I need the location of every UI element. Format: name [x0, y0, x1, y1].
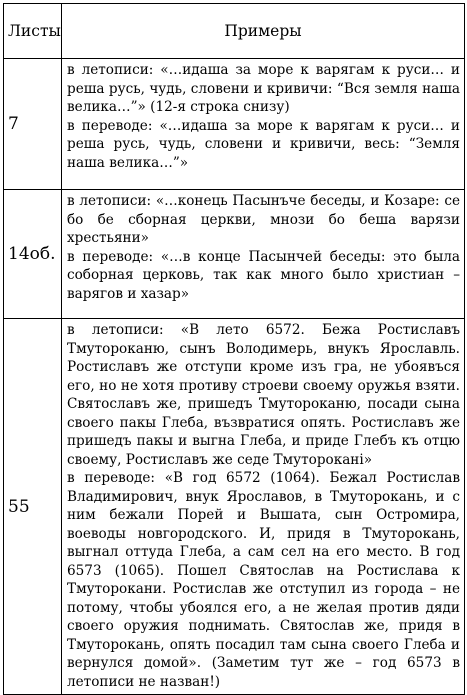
sheet-number: 14об. — [4, 190, 62, 319]
header-examples: Примеры — [62, 4, 465, 59]
table-row — [4, 190, 465, 319]
chronicle-text: в летописи: «…идаша за море к варягам к руси… и реша русь, чудь, словени и кривичи: “Вся земля наша велика…”» (12-я строка снизу) — [67, 62, 460, 115]
sheet-number: 7 — [4, 59, 62, 190]
translation-text: в переводе: «…идаша за море к варягам к руси… и реша русь, чудь, словени и кривичи, весь: “Земля наша велика…”» — [67, 117, 460, 171]
chronicle-text: в летописи: «В лето 6572. Бежа Ростиславъ Тмутороканю, сынъ Володимерь, внукъ Ярославль. Ростиславъ же отступи кроме изъ гра, не убоявъся его, но не хотя противу строеви своему оружья взяти. Святославъ же, пришедъ Тмутороканю, посади сына своего пакы Глеба, възвратися опять. Ростиславъ же пришедъ пакы и выгна Глеба, и приде Глебъ къ отцю своему, Ростиславъ же седе Тмутороканi» — [67, 322, 460, 468]
header-sheets: Листы — [4, 4, 62, 59]
translation-text: в переводе: «…в конце Пасынчей беседы: это была соборная церковь, так как много было христиан – варягов и хазар» — [67, 248, 460, 302]
translation-text: в переводе: «В год 6572 (1064). Бежал Ростислав Владимирович, внук Ярославов, в Тмуторокань, и с ним бежали Порей и Вышата, сын Остромира, воеводы новгородского. И, придя в Тмуторокань, выгнал оттуда Глеба, а сам сел на его место. В год 6573 (1065). Пошел Святослав на Ростислава к Тмуторокани. Ростислав же отступил из города – не потому, чтобы убоялся его, а не желая против дяди своего оружия поднимать. Святослав же, придя в Тмуторокань, опять посадил там сына своего Глеба и вернулся домой». (Заметим тут же – год 6573 в летописи не назван!) — [67, 470, 460, 690]
examples-table — [3, 3, 465, 695]
header-row — [4, 4, 465, 59]
table-row — [4, 59, 465, 190]
examples-cell — [62, 59, 465, 190]
examples-cell — [62, 319, 465, 695]
chronicle-text: в летописи: «…конець Пасынъче беседы, и Козаре: се бо бе сборная церкви, мнози бо беша варязи хрестьяни» — [67, 193, 460, 246]
table-row — [4, 319, 465, 695]
sheet-number: 55 — [4, 319, 62, 695]
examples-cell — [62, 190, 465, 319]
